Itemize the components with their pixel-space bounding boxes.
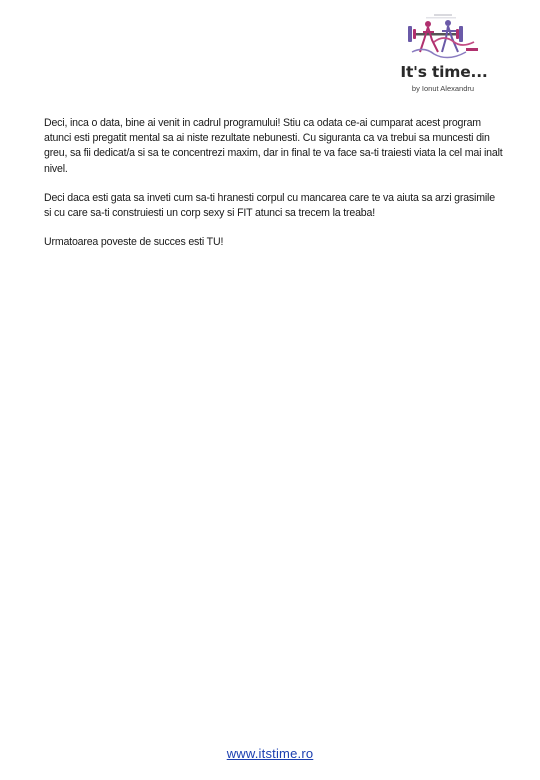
logo-title: It's time... [400, 63, 488, 81]
main-text [44, 116, 504, 264]
paragraph-call-to-action: Deci daca esti gata sa inveti cum sa-ti hranesti corpul cu mancarea care te va aiuta sa arzi grasimile si cu care sa-ti construiesti un corp sexy si FIT atunci sa trecem la treaba! [44, 191, 495, 220]
logo-subtitle: by Ionut Alexandru [411, 84, 475, 93]
fitness-figures-logo-icon [404, 12, 482, 64]
brand-logo [398, 12, 488, 100]
paragraph-closing: Urmatoarea poveste de succes esti TU! [44, 236, 224, 249]
paragraph-intro: Deci, inca o data, bine ai venit in cadrul programului! Stiu ca odata ce-ai cumparat acest program atunci esti pregatit mental sa ai niste rezultate nebunesti. Cu siguranta ca va trebui sa muncesti din greu, sa fii dedicat/a si sa te concentrezi maxim, dar in final te va face sa-ti traiesti viata la cel mai inalt nivel. [44, 117, 503, 175]
footer-website-link[interactable]: www.itstime.ro [226, 746, 314, 761]
